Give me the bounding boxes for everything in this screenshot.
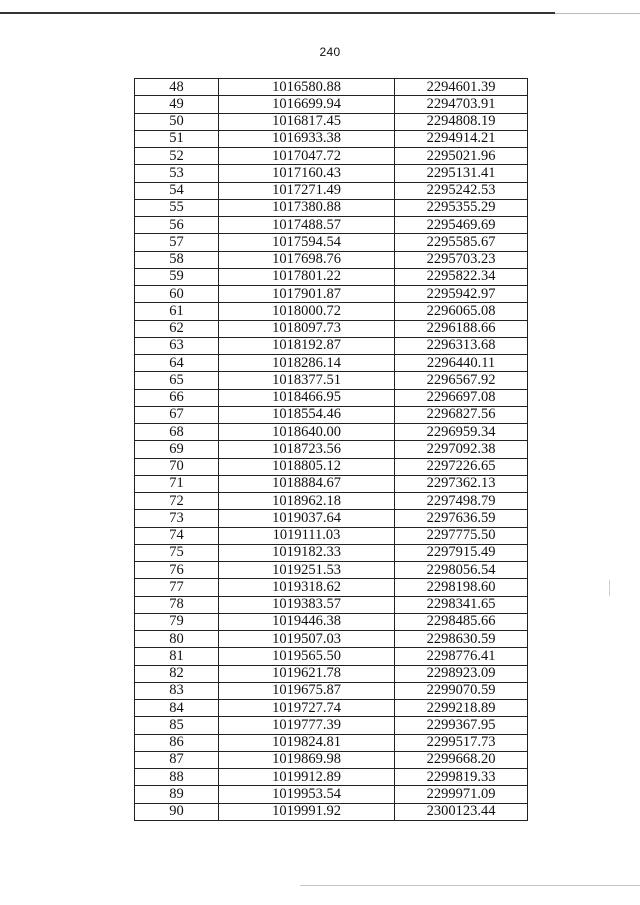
table-row [135,682,528,699]
table-row [135,148,528,165]
table-row [135,217,528,234]
table-row [135,165,528,182]
point-number-cell: 69 [135,441,219,458]
y-coordinate-cell: 2297636.59 [395,510,528,527]
point-number-cell: 61 [135,303,219,320]
y-coordinate-cell: 2299971.09 [395,786,528,803]
x-coordinate-cell: 1019383.57 [219,596,395,613]
y-coordinate-cell: 2295021.96 [395,148,528,165]
x-coordinate-cell: 1018000.72 [219,303,395,320]
x-coordinate-cell: 1018192.87 [219,337,395,354]
point-number-cell: 48 [135,79,219,96]
point-number-cell: 83 [135,682,219,699]
y-coordinate-cell: 2298485.66 [395,613,528,630]
table-row [135,268,528,285]
table-row [135,665,528,682]
y-coordinate-cell: 2295585.67 [395,234,528,251]
point-number-cell: 86 [135,734,219,751]
x-coordinate-cell: 1017380.88 [219,199,395,216]
point-number-cell: 49 [135,96,219,113]
table-row [135,424,528,441]
x-coordinate-cell: 1017271.49 [219,182,395,199]
y-coordinate-cell: 2294808.19 [395,113,528,130]
table-row [135,79,528,96]
point-number-cell: 88 [135,769,219,786]
y-coordinate-cell: 2298056.54 [395,562,528,579]
x-coordinate-cell: 1016817.45 [219,113,395,130]
x-coordinate-cell: 1018805.12 [219,458,395,475]
table-row [135,769,528,786]
table-row [135,493,528,510]
table-row [135,786,528,803]
x-coordinate-cell: 1017698.76 [219,251,395,268]
y-coordinate-cell: 2297092.38 [395,441,528,458]
y-coordinate-cell: 2298198.60 [395,579,528,596]
x-coordinate-cell: 1019869.98 [219,751,395,768]
point-number-cell: 87 [135,751,219,768]
table-row [135,527,528,544]
y-coordinate-cell: 2295355.29 [395,199,528,216]
point-number-cell: 58 [135,251,219,268]
point-number-cell: 63 [135,337,219,354]
table-row [135,717,528,734]
point-number-cell: 66 [135,389,219,406]
table-row [135,700,528,717]
scan-speck [609,580,610,596]
coordinate-table [134,78,528,821]
x-coordinate-cell: 1017488.57 [219,217,395,234]
x-coordinate-cell: 1017901.87 [219,286,395,303]
y-coordinate-cell: 2297226.65 [395,458,528,475]
y-coordinate-cell: 2297362.13 [395,475,528,492]
x-coordinate-cell: 1019824.81 [219,734,395,751]
y-coordinate-cell: 2298630.59 [395,631,528,648]
x-coordinate-cell: 1019251.53 [219,562,395,579]
table-row [135,596,528,613]
point-number-cell: 55 [135,199,219,216]
point-number-cell: 85 [135,717,219,734]
x-coordinate-cell: 1019507.03 [219,631,395,648]
point-number-cell: 51 [135,130,219,147]
x-coordinate-cell: 1016580.88 [219,79,395,96]
point-number-cell: 59 [135,268,219,285]
table-row [135,631,528,648]
table-row [135,372,528,389]
point-number-cell: 74 [135,527,219,544]
point-number-cell: 70 [135,458,219,475]
y-coordinate-cell: 2297498.79 [395,493,528,510]
table-row [135,234,528,251]
y-coordinate-cell: 2295822.34 [395,268,528,285]
x-coordinate-cell: 1019037.64 [219,510,395,527]
y-coordinate-cell: 2295469.69 [395,217,528,234]
x-coordinate-cell: 1018962.18 [219,493,395,510]
x-coordinate-cell: 1018097.73 [219,320,395,337]
point-number-cell: 90 [135,803,219,820]
x-coordinate-cell: 1019991.92 [219,803,395,820]
y-coordinate-cell: 2296313.68 [395,337,528,354]
y-coordinate-cell: 2297775.50 [395,527,528,544]
table-row [135,251,528,268]
x-coordinate-cell: 1019912.89 [219,769,395,786]
y-coordinate-cell: 2295131.41 [395,165,528,182]
table-row [135,113,528,130]
y-coordinate-cell: 2298341.65 [395,596,528,613]
x-coordinate-cell: 1018554.46 [219,406,395,423]
point-number-cell: 72 [135,493,219,510]
x-coordinate-cell: 1018286.14 [219,355,395,372]
y-coordinate-cell: 2296188.66 [395,320,528,337]
y-coordinate-cell: 2295242.53 [395,182,528,199]
x-coordinate-cell: 1019953.54 [219,786,395,803]
table-row [135,320,528,337]
y-coordinate-cell: 2294703.91 [395,96,528,113]
table-row [135,286,528,303]
y-coordinate-cell: 2294914.21 [395,130,528,147]
x-coordinate-cell: 1018466.95 [219,389,395,406]
point-number-cell: 82 [135,665,219,682]
table-row [135,510,528,527]
table-row [135,130,528,147]
point-number-cell: 80 [135,631,219,648]
x-coordinate-cell: 1019565.50 [219,648,395,665]
point-number-cell: 78 [135,596,219,613]
x-coordinate-cell: 1019446.38 [219,613,395,630]
table-row [135,389,528,406]
y-coordinate-cell: 2295942.97 [395,286,528,303]
x-coordinate-cell: 1017801.22 [219,268,395,285]
point-number-cell: 84 [135,700,219,717]
point-number-cell: 67 [135,406,219,423]
y-coordinate-cell: 2295703.23 [395,251,528,268]
table-row [135,441,528,458]
table-row [135,96,528,113]
table-row [135,803,528,820]
y-coordinate-cell: 2299819.33 [395,769,528,786]
x-coordinate-cell: 1017160.43 [219,165,395,182]
table-row [135,544,528,561]
point-number-cell: 73 [135,510,219,527]
y-coordinate-cell: 2296959.34 [395,424,528,441]
point-number-cell: 56 [135,217,219,234]
x-coordinate-cell: 1019111.03 [219,527,395,544]
table-row [135,562,528,579]
point-number-cell: 65 [135,372,219,389]
scan-border-bottom [300,885,640,886]
point-number-cell: 62 [135,320,219,337]
scan-border-top [0,12,555,14]
table-row [135,182,528,199]
y-coordinate-cell: 2298776.41 [395,648,528,665]
table-row [135,475,528,492]
table-row [135,355,528,372]
y-coordinate-cell: 2298923.09 [395,665,528,682]
y-coordinate-cell: 2299517.73 [395,734,528,751]
point-number-cell: 52 [135,148,219,165]
y-coordinate-cell: 2300123.44 [395,803,528,820]
x-coordinate-cell: 1017594.54 [219,234,395,251]
table-row [135,406,528,423]
y-coordinate-cell: 2296065.08 [395,303,528,320]
point-number-cell: 81 [135,648,219,665]
x-coordinate-cell: 1016699.94 [219,96,395,113]
y-coordinate-cell: 2297915.49 [395,544,528,561]
x-coordinate-cell: 1018640.00 [219,424,395,441]
table-row [135,734,528,751]
table-row [135,199,528,216]
x-coordinate-cell: 1019777.39 [219,717,395,734]
y-coordinate-cell: 2299070.59 [395,682,528,699]
y-coordinate-cell: 2296827.56 [395,406,528,423]
point-number-cell: 50 [135,113,219,130]
page-number: 240 [319,45,341,59]
x-coordinate-cell: 1019318.62 [219,579,395,596]
x-coordinate-cell: 1019727.74 [219,700,395,717]
y-coordinate-cell: 2296440.11 [395,355,528,372]
y-coordinate-cell: 2296697.08 [395,389,528,406]
point-number-cell: 79 [135,613,219,630]
coordinate-table-body [135,79,528,821]
table-row [135,579,528,596]
point-number-cell: 53 [135,165,219,182]
table-row [135,751,528,768]
point-number-cell: 68 [135,424,219,441]
x-coordinate-cell: 1019621.78 [219,665,395,682]
x-coordinate-cell: 1019182.33 [219,544,395,561]
table-row [135,337,528,354]
x-coordinate-cell: 1016933.38 [219,130,395,147]
y-coordinate-cell: 2294601.39 [395,79,528,96]
y-coordinate-cell: 2299668.20 [395,751,528,768]
point-number-cell: 54 [135,182,219,199]
y-coordinate-cell: 2299367.95 [395,717,528,734]
table-row [135,613,528,630]
x-coordinate-cell: 1018723.56 [219,441,395,458]
x-coordinate-cell: 1019675.87 [219,682,395,699]
table-row [135,648,528,665]
point-number-cell: 89 [135,786,219,803]
point-number-cell: 71 [135,475,219,492]
x-coordinate-cell: 1017047.72 [219,148,395,165]
x-coordinate-cell: 1018377.51 [219,372,395,389]
point-number-cell: 75 [135,544,219,561]
table-row [135,458,528,475]
point-number-cell: 64 [135,355,219,372]
scan-border-top-faint [555,13,640,14]
table-row [135,303,528,320]
point-number-cell: 57 [135,234,219,251]
point-number-cell: 76 [135,562,219,579]
x-coordinate-cell: 1018884.67 [219,475,395,492]
point-number-cell: 60 [135,286,219,303]
y-coordinate-cell: 2296567.92 [395,372,528,389]
point-number-cell: 77 [135,579,219,596]
y-coordinate-cell: 2299218.89 [395,700,528,717]
